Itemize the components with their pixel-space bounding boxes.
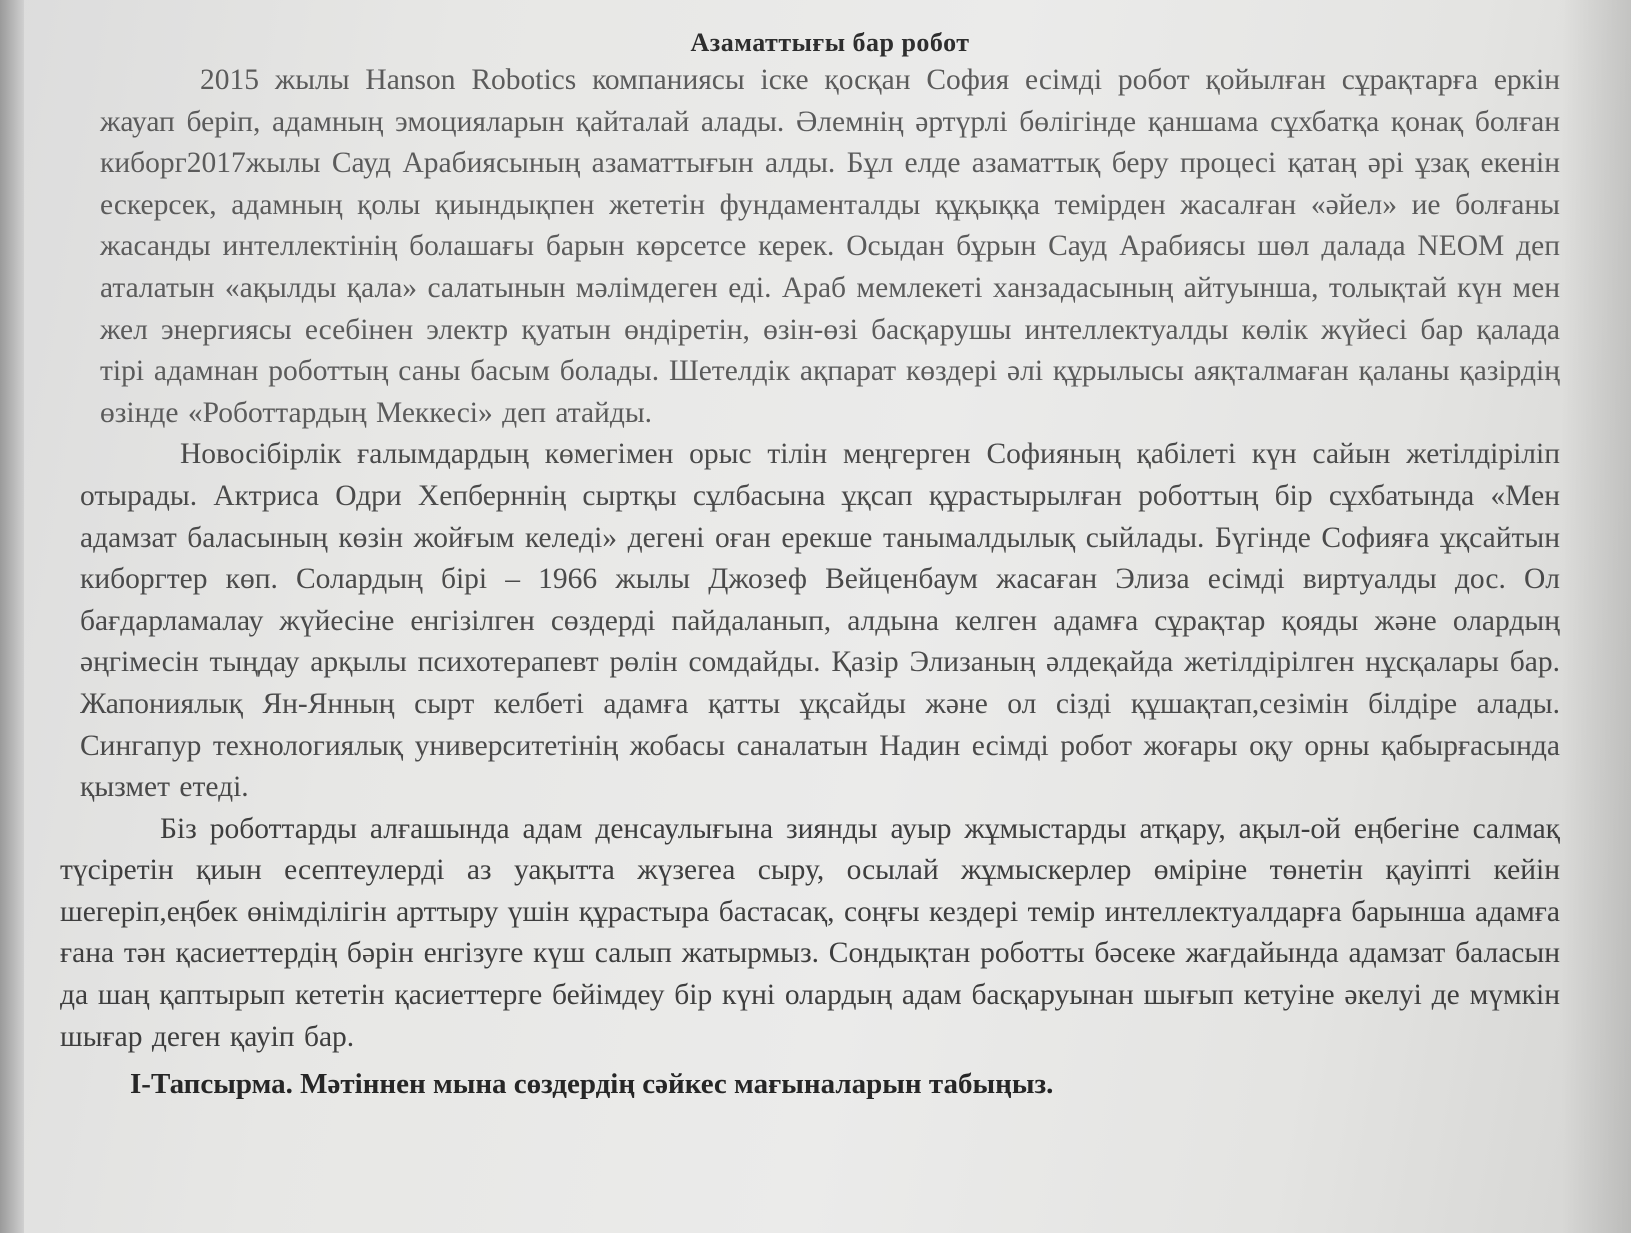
page-edge-shadow bbox=[0, 0, 24, 1233]
paragraph-1: 2015 жылы Hanson Robotics компаниясы іске қосқан София есімді робот қойылған сұрақтарға еркін жауап беріп, адамның эмоцияларын қайталай алады. Әлемнің әртүрлі бөлігінде қаншама сұхбатқа қонақ болған киборг2017жылы Сауд Арабиясының азаматтығын алды. Бұл елде азаматтық беру процесі қатаң әрі ұзақ екенін ескерсек, адамның қолы қиындықпен жететін фундаменталды құқыққа темірден жасалған «әйел» ие болғаны жасанды интеллектінің болашағы барын көрсетсе керек. Осыдан бұрын Сауд Арабиясы шөл далада NEOM деп аталатын «ақылды қала» салатынын мәлімдеген еді. Араб мемлекеті ханзадасының айтуынша, толықтай күн мен жел энергиясы есебінен электр қуатын өндіретін, өзін-өзі басқарушы интеллектуалды көлік жүйесі бар қалада тірі адамнан роботтың саны басым болады. Шетелдік ақпарат көздері әлі құрылысы аяқталмаған қаланы қазірдің өзінде «Роботтардың Меккесі» деп атайды. bbox=[100, 64, 1560, 429]
paragraph-3: Біз роботтарды алғашында адам денсаулығына зиянды ауыр жұмыстарды атқару, ақыл-ой еңбегіне салмақ түсіретін қиын есептеулерді аз уақытта жүзегеа сыру, осылай жұмыскерлер өміріне төнетін қауіпті кейін шегеріп,еңбек өнімділігін арттыру үшін құрастыра бастасақ, соңғы кездері темір интеллектуалдарға барынша адамға ғана тән қасиеттердің бәрін енгізуге күш салып жатырмыз. Сондықтан роботты бәсеке жағдайында адамзат баласын да шаң қаптырып кететін қасиеттерге бейімдеу бір күні олардың адам басқаруынан шығып кетуіне әкелуі де мүмкін шығар деген қауіп бар. bbox=[60, 812, 1560, 1053]
page-fold-shadow bbox=[1561, 0, 1631, 1233]
paragraph-2: Новосібірлік ғалымдардың көмегімен орыс тілін меңгерген Софияның қабілеті күн сайын жетілдіріліп отырады. Актриса Одри Хепберннің сыртқы сұлбасына ұқсап құрастырылған роботтың бір сұхбатында «Мен адамзат баласының көзін жойғым келеді» дегені оған ерекше танымалдылық сыйлады. Бүгінде Софияға ұқсайтын киборгтер көп. Солардың бірі – 1966 жылы Джозеф Вейценбаум жасаған Элиза есімді виртуалды дос. Ол бағдарламалау жүйесіне енгізілген сөздерді пайдаланып, алдына келген адамға сұрақтар қояды және олардың әңгімесін тыңдау арқылы психотерапевт рөлін сомдайды. Қазір Элизаның әлдеқайда жетілдірілген нұсқалары бар. Жапониялық Ян-Янның сырт келбеті адамға қатты ұқсайды және ол сізді құшақтап,сезімін білдіре алады. Сингапур технологиялық университетінің жобасы саналатын Надин есімді робот жоғары оқу орны қабырғасында қызмет етеді. bbox=[80, 438, 1560, 804]
document-title: Азаматтығы бар робот bbox=[690, 28, 970, 57]
document-content bbox=[60, 28, 1560, 1104]
task-heading: І-Тапсырма. Мәтіннен мына сөздердің сәйкес мағыналарын табыңыз. bbox=[130, 1068, 1054, 1101]
